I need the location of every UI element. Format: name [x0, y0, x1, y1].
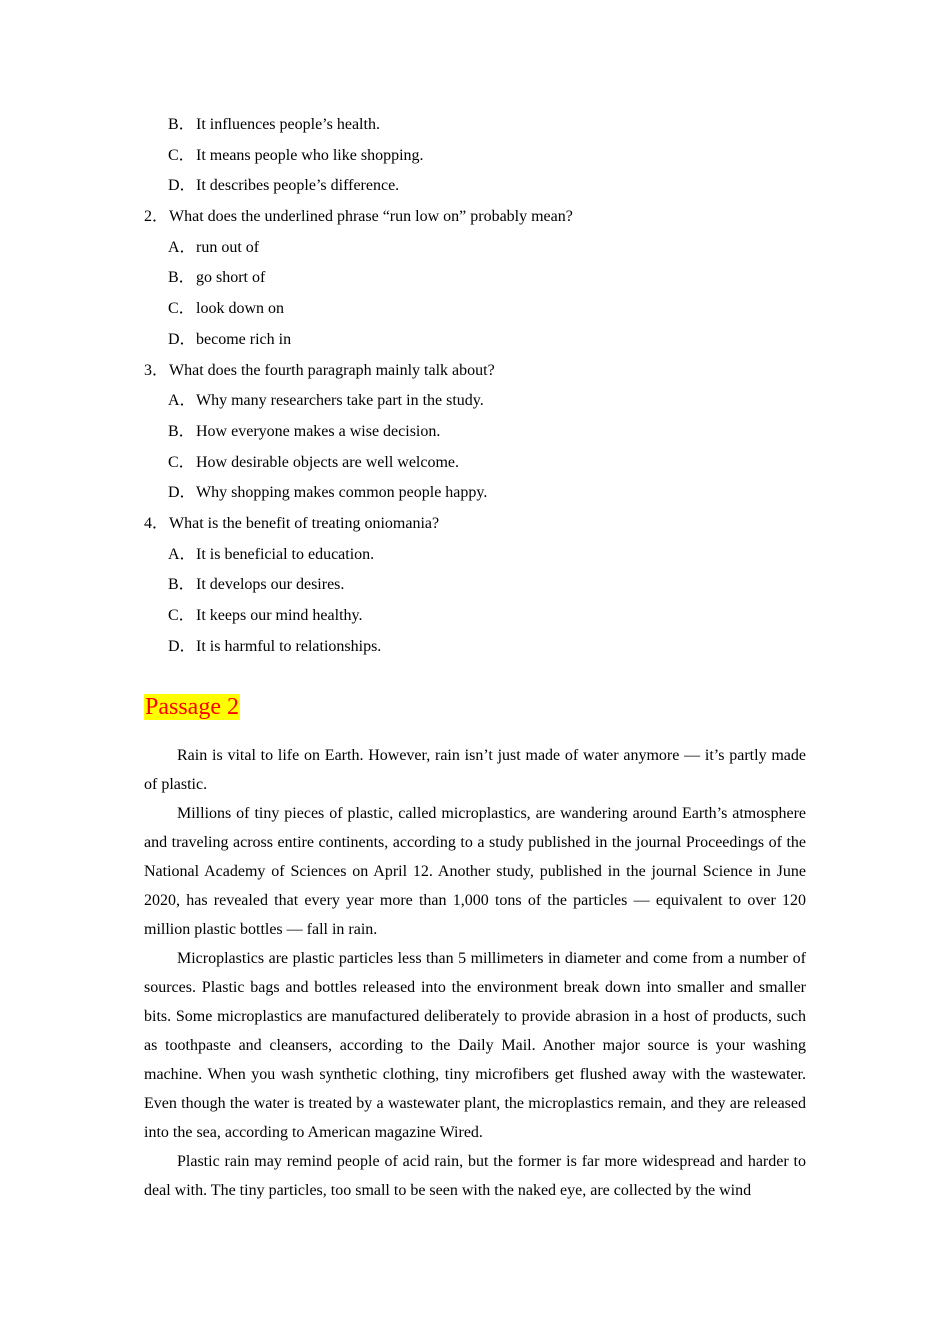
option-c: C．look down on	[168, 300, 284, 318]
passage-body	[144, 741, 806, 1205]
option-b: B．How everyone makes a wise decision.	[168, 422, 441, 440]
option-d: D．It is harmful to relationships.	[168, 637, 382, 655]
option-a: A．run out of	[168, 238, 260, 256]
q1-options	[144, 110, 806, 202]
option-a: A．It is beneficial to education.	[168, 545, 375, 563]
option-b: B．It influences people’s health.	[168, 116, 380, 133]
question-4	[144, 509, 806, 662]
question-3	[144, 356, 806, 509]
option-d: D．It describes people’s difference.	[168, 177, 400, 195]
paragraph: Millions of tiny pieces of plastic, called microplastics, are wandering around Earth’s atmosphere and traveling across entire continents, according to a study published in the journal Proceedings of the National Academy of Sciences on April 12. Another study, published in the journal Science in June 2020, has revealed that every year more than 1,000 tons of the particles — equivalent to over 120 million plastic bottles — fall in rain.	[144, 805, 806, 939]
option-d: D．become rich in	[168, 330, 292, 348]
question-stem: 4．What is the benefit of treating oniomania?	[144, 514, 440, 532]
question-2	[144, 202, 806, 355]
option-c: C．It keeps our mind healthy.	[168, 607, 363, 624]
option-c: C．It means people who like shopping.	[168, 146, 424, 164]
question-stem: 3．What does the fourth paragraph mainly talk about?	[144, 361, 495, 379]
option-b: B．go short of	[168, 269, 266, 287]
question-stem: 2．What does the underlined phrase “run low on” probably mean?	[144, 208, 573, 226]
paragraph: Rain is vital to life on Earth. However, rain isn’t just made of water anymore — it’s partly made of plastic.	[144, 747, 806, 794]
paragraph: Microplastics are plastic particles less than 5 millimeters in diameter and come from a number of sources. Plastic bags and bottles released into the environment break down into smaller and smaller bits. Some microplastics are manufactured deliberately to provide abrasion in a host of products, such as toothpaste and cleansers, according to the Daily Mail. Another major source is your washing machine. When you wash synthetic clothing, tiny microfibers get flushed away with the wastewater. Even though the water is treated by a wastewater plant, the microplastics remain, and they are released into the sea, according to American magazine Wired.	[144, 950, 806, 1142]
paragraph: Plastic rain may remind people of acid rain, but the former is far more widespread and harder to deal with. The tiny particles, too small to be seen with the naked eye, are collected by the wind	[144, 1153, 806, 1200]
passage-title: Passage 2	[145, 694, 239, 721]
option-c: C．How desirable objects are well welcome.	[168, 453, 460, 471]
document-page	[144, 110, 806, 1205]
option-b: B．It develops our desires.	[168, 576, 345, 594]
option-a: A．Why many researchers take part in the study.	[168, 392, 484, 410]
option-d: D．Why shopping makes common people happy.	[168, 484, 488, 502]
